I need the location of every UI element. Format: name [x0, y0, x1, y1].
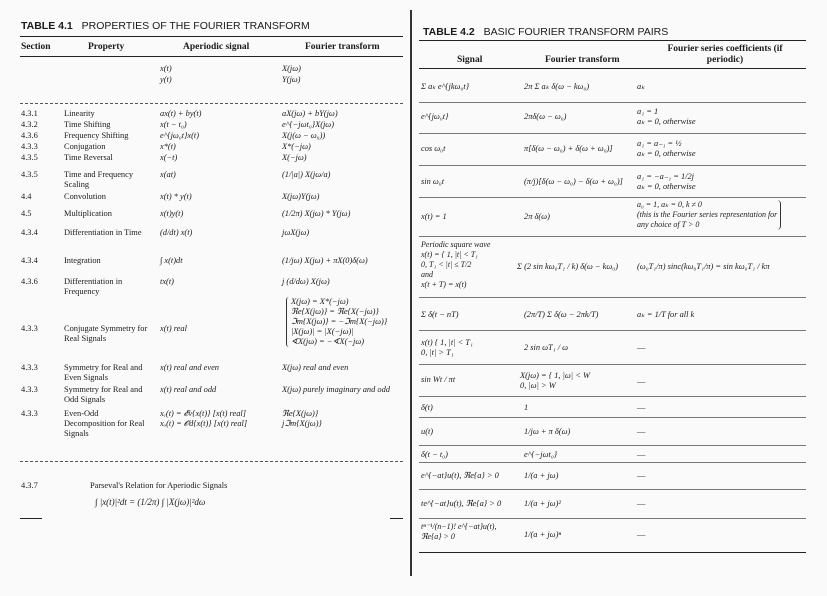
- row-property: Convolution: [64, 192, 106, 201]
- pair-transform: (2π/T) Σ δ(ω − 2πk/T): [524, 310, 599, 319]
- row-signal: x(t) real and even: [160, 363, 219, 372]
- signal-line: x(t + T) = x(t): [421, 280, 467, 289]
- row-signal-lines: [160, 409, 247, 429]
- row-divider: [419, 489, 806, 490]
- row-transform: (1/2π) X(jω) * Y(jω): [282, 209, 351, 218]
- signal-line: ℜe{a} > 0: [421, 532, 455, 541]
- row-signal: x(t) real: [160, 324, 187, 333]
- pair-signal: Σ aₖ e^{jkω₀t}: [421, 82, 470, 91]
- intro-transform-x: X(jω): [282, 64, 301, 73]
- signal-line: x(t) { 1, |t| < T₁: [421, 338, 473, 347]
- transform-line: ℑm{X(jω)} = −ℑm{X(−jω)}: [291, 317, 388, 326]
- table-4-1-header-rule: [20, 56, 403, 57]
- row-transform: jωX(jω): [282, 228, 310, 237]
- row-divider: [419, 445, 806, 446]
- table-4-2-label: TABLE 4.2: [423, 26, 475, 38]
- pair-signal: sin ω₀t: [421, 177, 445, 186]
- pair-transform: 2 sin ωT₁ / ω: [524, 343, 569, 352]
- intro-signal-y: y(t): [160, 75, 172, 84]
- row-section: 4.3.3: [21, 409, 38, 418]
- pair-coeff: aₖ = 1/T for all k: [637, 310, 695, 319]
- row-divider: [419, 165, 806, 166]
- row-property: Symmetry for Real and Odd Signals: [64, 385, 143, 404]
- col-header-fourier-transform: Fourier transform: [305, 42, 380, 52]
- row-divider: [419, 417, 806, 418]
- row-property: Multiplication: [64, 209, 112, 218]
- signal-line: 0, T₁ < |t| ≤ T/2: [421, 260, 472, 269]
- row-signal: x(t − t₀): [160, 120, 187, 129]
- pair-coeffs: [637, 139, 696, 159]
- pair-signal-lines: [421, 240, 490, 290]
- row-divider: [419, 518, 806, 519]
- signal-line: xₒ(t) = 𝓞d{x(t)} [x(t) real]: [160, 419, 248, 428]
- row-signal: e^{jω₀t}x(t): [160, 131, 200, 140]
- row-property: Time Reversal: [64, 153, 113, 162]
- coeff-line: a₁ = 1: [637, 107, 659, 116]
- pair-coeffs: [637, 172, 696, 192]
- row-section: 4.3.3: [21, 363, 38, 372]
- row-transform: X(j(ω − ω₀)): [282, 131, 326, 140]
- row-transform: (1/|a|) X(jω/a): [282, 170, 331, 179]
- table-4-2-header-rule: [419, 68, 806, 69]
- row-property: Even-Odd Decomposition for Real Signals: [64, 409, 145, 438]
- pair-signal: cos ω₀t: [421, 144, 446, 153]
- table-4-1-caption: [21, 20, 310, 32]
- table-4-2-caption: [423, 26, 668, 38]
- transform-line: ℜe{X(jω)}: [282, 409, 319, 418]
- transform-line: ∢X(jω) = −∢X(−jω): [291, 337, 365, 346]
- row-section: 4.3.6: [21, 277, 38, 286]
- row-property: Differentiation in Frequency: [64, 277, 123, 296]
- signal-line: x(t) = { 1, |t| < T₁: [421, 250, 478, 259]
- pair-transform: 1/jω + π δ(ω): [524, 427, 571, 436]
- pair-transform: 2π δ(ω): [524, 212, 550, 221]
- col-header-property: Property: [88, 42, 125, 52]
- pair-transform: 2πδ(ω − ω₀): [524, 112, 567, 121]
- row-section: 4.4: [21, 192, 32, 201]
- coeff-line: aₖ = 0, otherwise: [637, 182, 696, 191]
- pair-transform: Σ (2 sin kω₀T₁ / k) δ(ω − kω₀): [517, 262, 618, 271]
- coeff-line: (this is the Fourier series representation for: [637, 210, 778, 219]
- table-4-1-top-rule: [20, 36, 403, 37]
- parseval-formula: ∫ |x(t)|²dt = (1/2π) ∫ |X(jω)|²dω: [95, 497, 206, 507]
- row-signal: x*(t): [160, 142, 176, 151]
- pair-transform: 1/(a + jω)ⁿ: [524, 530, 561, 539]
- row-transform: X*(−jω): [282, 142, 311, 151]
- pair-transform: (π/j)[δ(ω − ω₀) − δ(ω + ω₀)]: [524, 177, 623, 186]
- row-transform-lines: [282, 409, 322, 429]
- intro-transform-y: Y(jω): [282, 75, 301, 84]
- pair-signal: x(t) = 1: [421, 212, 447, 221]
- table-4-1-title: PROPERTIES OF THE FOURIER TRANSFORM: [81, 20, 310, 32]
- parseval-dashed-divider: [20, 461, 403, 462]
- table-4-1-dashed-divider: [20, 103, 403, 104]
- pair-coeff: —: [637, 377, 646, 386]
- row-section: 4.3.3: [21, 142, 38, 151]
- row-divider: [419, 396, 806, 397]
- row-signal: ax(t) + by(t): [160, 109, 202, 118]
- row-section: 4.3.5: [21, 170, 38, 179]
- pair-transform: 1/(a + jω)²: [524, 499, 561, 508]
- pair-coeff: —: [637, 499, 646, 508]
- row-divider: [419, 462, 806, 463]
- pair-signal: Σ δ(t − nT): [421, 310, 459, 319]
- transform-line: X(jω) = { 1, |ω| < W: [520, 371, 590, 380]
- transform-line: ℜe{X(jω)} = ℜe{X(−jω)}: [291, 307, 379, 316]
- row-divider: [419, 133, 806, 134]
- transform-line: 0, |ω| > W: [520, 381, 556, 390]
- col-header-aperiodic-signal: Aperiodic signal: [183, 42, 250, 52]
- transform-line: |X(jω)| = |X(−jω)|: [291, 327, 354, 336]
- pair-transform: e^{−jωt₀}: [524, 450, 558, 459]
- left-footer-mark: [20, 518, 42, 519]
- pair-transform: 1/(a + jω): [524, 471, 559, 480]
- pair-signal-lines: [421, 338, 473, 358]
- row-transform: X(jω)Y(jω): [282, 192, 320, 201]
- row-divider: [419, 197, 806, 198]
- row-property: Integration: [64, 256, 101, 265]
- pair-coeff: —: [637, 471, 646, 480]
- signal-line: 0, |t| > T₁: [421, 348, 454, 357]
- row-divider: [419, 236, 806, 237]
- pair-signal: δ(t): [421, 403, 433, 412]
- pair-signal: sin Wt / πt: [421, 375, 456, 384]
- pair-signal: te^{−at}u(t), ℜe{a} > 0: [421, 499, 502, 508]
- row-section: 4.3.3: [21, 324, 38, 333]
- row-transform: e^{−jωt₀}X(jω): [282, 120, 335, 129]
- row-section: 4.3.4: [21, 256, 38, 265]
- row-transform: X(−jω): [282, 153, 307, 162]
- coeff-line: aₖ = 0, otherwise: [637, 117, 696, 126]
- pair-signal-lines: [421, 522, 496, 542]
- pair-coeff: —: [637, 343, 646, 352]
- row-property: Conjugation: [64, 142, 106, 151]
- row-property: Time Shifting: [64, 120, 111, 129]
- coeff-line: a₀ = 1, aₖ = 0, k ≠ 0: [637, 200, 702, 209]
- table-4-1-label: TABLE 4.1: [21, 20, 73, 32]
- row-section: 4.3.4: [21, 228, 38, 237]
- col-header-coefficients: Fourier series coefficients (if periodic): [667, 44, 783, 65]
- row-section: 4.3.5: [21, 153, 38, 162]
- row-signal: x(t)y(t): [160, 209, 184, 218]
- pair-signal: u(t): [421, 427, 434, 436]
- pair-coeff: —: [637, 450, 646, 459]
- signal-line: Periodic square wave: [421, 240, 491, 249]
- table-separator: [410, 10, 412, 576]
- col-header-section: Section: [21, 42, 51, 52]
- row-signal: (d/dt) x(t): [160, 228, 193, 237]
- row-section: 4.3.6: [21, 131, 38, 140]
- row-transform: (1/jω) X(jω) + πX(0)δ(ω): [282, 256, 368, 265]
- parseval-title: Parseval's Relation for Aperiodic Signals: [90, 481, 228, 490]
- row-section: 4.5: [21, 209, 32, 218]
- row-divider: [419, 364, 806, 365]
- row-signal: tx(t): [160, 277, 174, 286]
- row-transform: j (d/dω) X(jω): [282, 277, 330, 286]
- conjugate-symmetry-transforms: [286, 297, 387, 347]
- coeff-line: a₁ = a₋₁ = ½: [637, 139, 682, 148]
- pair-transform: 2π Σ aₖ δ(ω − kω₀): [524, 82, 590, 91]
- row-divider: [419, 297, 806, 298]
- row-section: 4.3.1: [21, 109, 38, 118]
- row-property: Symmetry for Real and Even Signals: [64, 363, 143, 382]
- pair-coeff: —: [637, 403, 646, 412]
- pair-signal: δ(t − t₀): [421, 450, 448, 459]
- pair-signal: e^{jω₀t}: [421, 112, 449, 121]
- pair-coeffs: [637, 107, 696, 127]
- row-transform: aX(jω) + bY(jω): [282, 109, 338, 118]
- signal-line: xₑ(t) = 𝓔v{x(t)} [x(t) real]: [160, 409, 247, 418]
- table-4-2-top-rule: [419, 40, 806, 41]
- table-4-2-bottom-rule: [419, 552, 806, 553]
- intro-signal-x: x(t): [160, 64, 172, 73]
- row-transform: X(jω) purely imaginary and odd: [282, 385, 390, 394]
- row-section: 4.3.2: [21, 120, 38, 129]
- row-section: 4.3.3: [21, 385, 38, 394]
- row-property: Conjugate Symmetry for Real Signals: [64, 324, 148, 343]
- row-signal: x(−t): [160, 153, 178, 162]
- signal-line: and: [421, 270, 433, 279]
- row-property: Frequency Shifting: [64, 131, 129, 140]
- pair-coeff: (ω₀T₁/π) sinc(kω₀T₁/π) = sin kω₀T₁ / kπ: [637, 262, 770, 271]
- row-signal: ∫ x(t)dt: [160, 256, 183, 265]
- parseval-section: 4.3.7: [21, 481, 38, 490]
- coeff-line: any choice of T > 0: [637, 220, 700, 229]
- row-property: Time and Frequency Scaling: [64, 170, 134, 189]
- row-signal: x(t) * y(t): [160, 192, 192, 201]
- coeff-line: aₖ = 0, otherwise: [637, 149, 696, 158]
- signal-line: tⁿ⁻¹/(n−1)! e^{−at}u(t),: [421, 522, 497, 531]
- pair-signal: e^{−at}u(t), ℜe{a} > 0: [421, 471, 499, 480]
- transform-line: X(jω) = X*(−jω): [291, 297, 349, 306]
- table-4-2-title: BASIC FOURIER TRANSFORM PAIRS: [483, 26, 669, 38]
- row-divider: [419, 102, 806, 103]
- row-signal: x(at): [160, 170, 176, 179]
- pair-transform-lines: [520, 371, 590, 391]
- pair-transform: 1: [524, 403, 529, 412]
- row-transform: X(jω) real and even: [282, 363, 349, 372]
- row-property: Differentiation in Time: [64, 228, 142, 237]
- pair-transform: π[δ(ω − ω₀) + δ(ω + ω₀)]: [524, 144, 613, 153]
- col-header-signal: Signal: [457, 55, 483, 65]
- row-divider: [419, 330, 806, 331]
- pair-coeff: —: [637, 427, 646, 436]
- transform-line: jℑm{X(jω)}: [282, 419, 322, 428]
- row-property: Linearity: [64, 109, 95, 118]
- left-footer-mark-right: [390, 518, 403, 519]
- coeff-line: a₁ = −a₋₁ = 1/2j: [637, 172, 694, 181]
- pair-coeff: —: [637, 530, 646, 539]
- row-signal: x(t) real and odd: [160, 385, 217, 394]
- pair-coeff: aₖ: [637, 82, 645, 91]
- pair-coeffs: [637, 200, 781, 230]
- col-header-transform: Fourier transform: [545, 55, 620, 65]
